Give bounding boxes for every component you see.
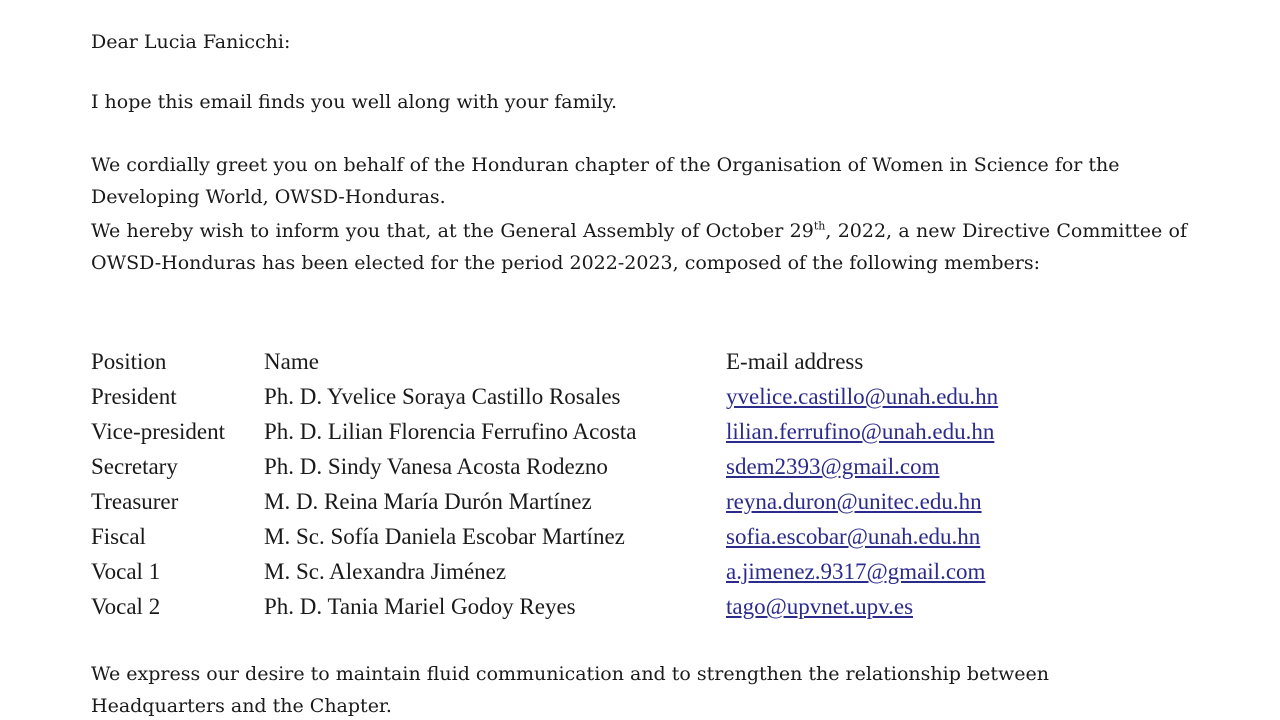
table-row	[91, 521, 998, 556]
member-email-link[interactable]: sdem2393@gmail.com	[726, 454, 940, 479]
ordinal-suffix: th	[813, 219, 826, 233]
table-header-row	[91, 346, 998, 381]
member-position: Treasurer	[91, 489, 179, 514]
table-row	[91, 486, 998, 521]
header-email: E-mail address	[726, 349, 864, 374]
member-name: Ph. D. Lilian Florencia Ferrufino Acosta	[264, 419, 637, 444]
table-row	[91, 381, 998, 416]
member-email-link[interactable]: yvelice.castillo@unah.edu.hn	[726, 384, 999, 409]
table-row	[91, 416, 998, 451]
member-name: Ph. D. Yvelice Soraya Castillo Rosales	[264, 384, 621, 409]
inform-text-start: We hereby wish to inform you that, at the General Assembly of October 29	[91, 220, 814, 242]
member-position: Secretary	[91, 454, 178, 479]
member-position: President	[91, 384, 177, 409]
member-name: M. D. Reina María Durón Martínez	[264, 489, 592, 514]
member-position: Vice-president	[91, 419, 226, 444]
member-email-link[interactable]: sofia.escobar@unah.edu.hn	[726, 524, 981, 549]
member-position: Vocal 1	[91, 559, 161, 584]
member-name: M. Sc. Sofía Daniela Escobar Martínez	[264, 524, 625, 549]
member-email-link[interactable]: a.jimenez.9317@gmail.com	[726, 559, 986, 584]
table-row	[91, 451, 998, 486]
letter-opening-line: I hope this email finds you well along with your family.	[91, 91, 618, 113]
member-position: Vocal 2	[91, 594, 161, 619]
member-name: Ph. D. Tania Mariel Godoy Reyes	[264, 594, 576, 619]
letter-closing-paragraph: We express our desire to maintain fluid communication and to strengthen the relationship between Headquarters and the Chapter.	[91, 663, 1049, 717]
header-position: Position	[91, 349, 167, 374]
letter-greeting: Dear Lucia Fanicchi:	[91, 31, 291, 53]
member-email-link[interactable]: reyna.duron@unitec.edu.hn	[726, 489, 982, 514]
member-email-link[interactable]: lilian.ferrufino@unah.edu.hn	[726, 419, 995, 444]
member-email-link[interactable]: tago@upvnet.upv.es	[726, 594, 914, 619]
member-position: Fiscal	[91, 524, 146, 549]
table-row	[91, 591, 998, 626]
member-name: Ph. D. Sindy Vanesa Acosta Rodezno	[264, 454, 608, 479]
committee-members-table	[91, 346, 998, 626]
header-name: Name	[264, 349, 319, 374]
letter-greeting-paragraph: We cordially greet you on behalf of the Honduran chapter of the Organisation of Women in Science for the Developing World, OWSD-Honduras.	[91, 154, 1120, 208]
inform-text-end: , 2022, a new Directive Committee of OWSD-Honduras has been elected for the period 2022-2023, composed of the following members:	[91, 220, 1187, 274]
letter-inform-paragraph	[91, 215, 1187, 279]
table-row	[91, 556, 998, 591]
member-name: M. Sc. Alexandra Jiménez	[264, 559, 507, 584]
